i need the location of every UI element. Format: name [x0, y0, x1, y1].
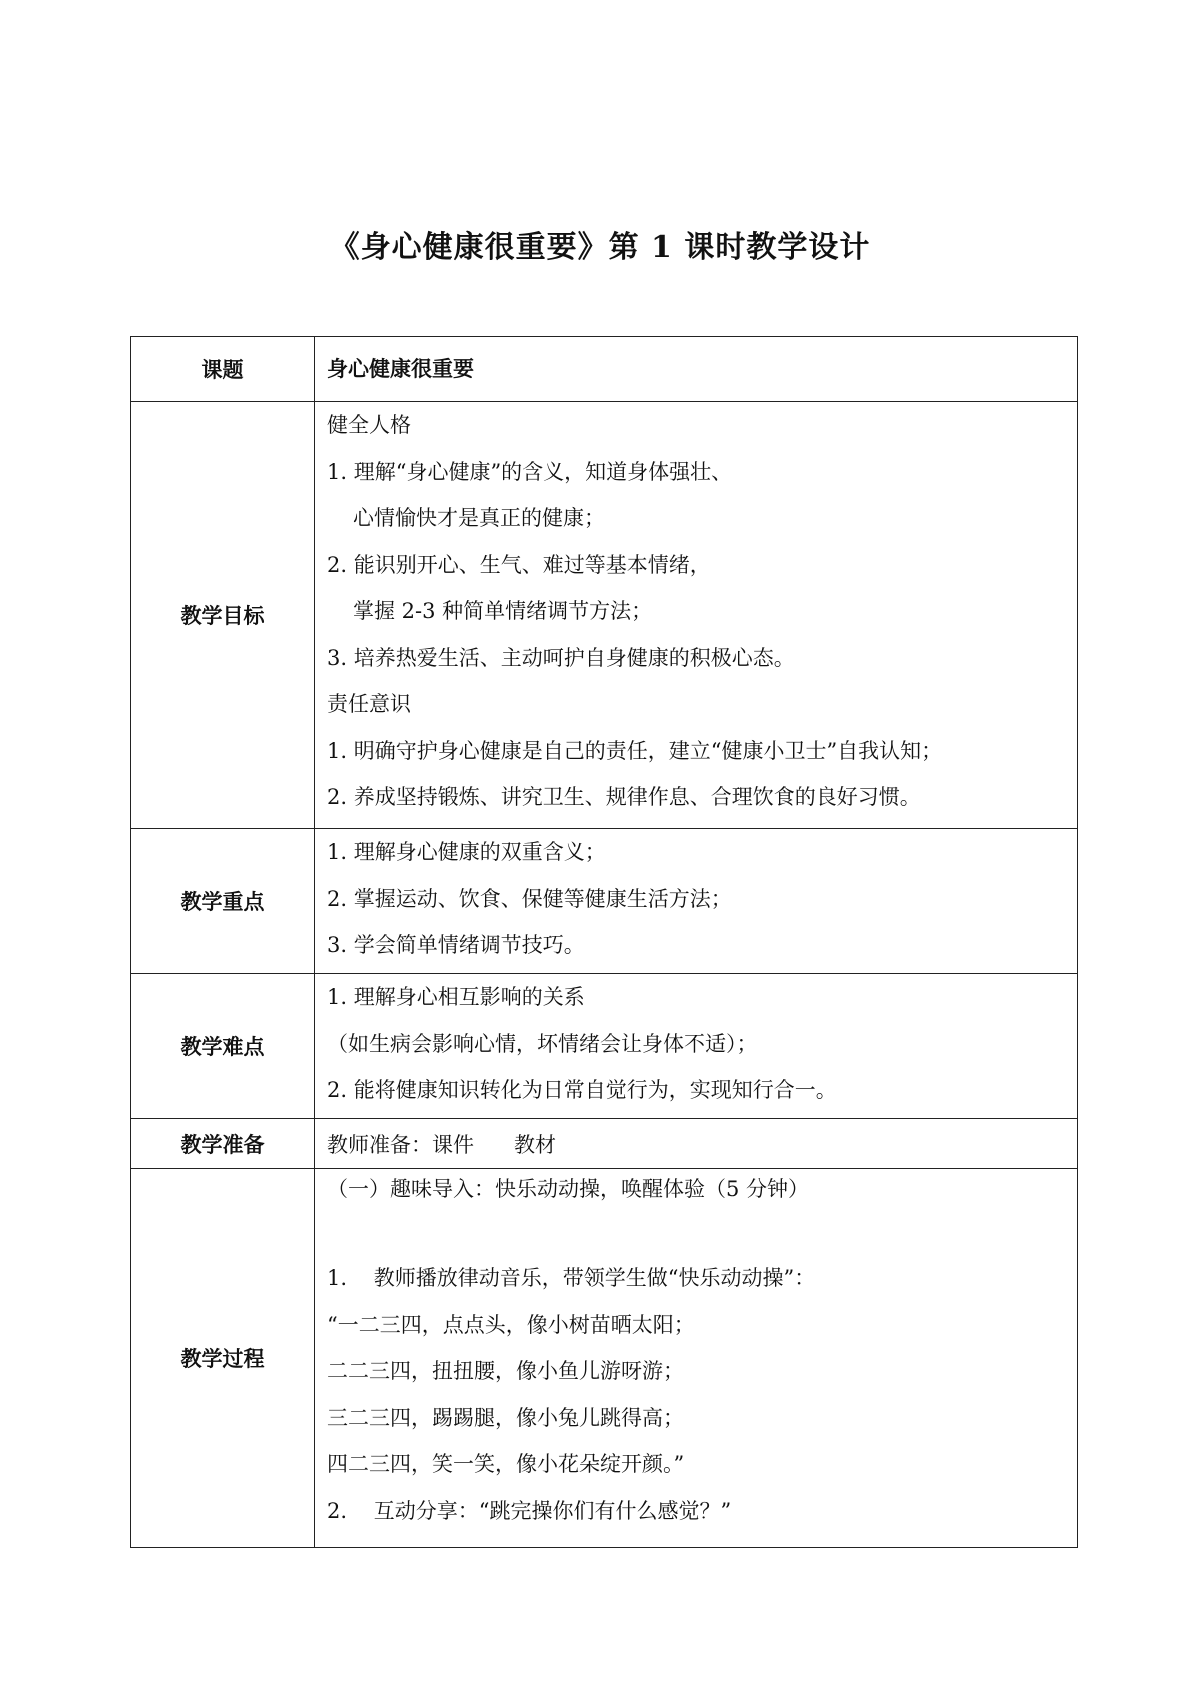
topic-value: 身心健康很重要 — [327, 357, 474, 381]
goals-line: 心情愉快才是真正的健康； — [353, 506, 605, 530]
process-label: 教学过程 — [131, 1169, 315, 1548]
row-goals — [131, 402, 1078, 829]
key-point-line: 2. 掌握运动、饮食、保健等健康生活方法； — [327, 886, 732, 911]
goals-line: 掌握 2-3 种简单情绪调节方法； — [353, 599, 653, 623]
process-line: 1. 教师播放律动音乐，带领学生做“快乐动动操”： — [327, 1266, 816, 1290]
goals-cell — [315, 402, 1078, 829]
row-key-points — [131, 829, 1078, 974]
preparation-label: 教学准备 — [131, 1119, 315, 1169]
goals-line: 3. 培养热爱生活、主动呵护自身健康的积极心态。 — [327, 645, 795, 670]
process-line: 二二三四，扭扭腰，像小鱼儿游呀游； — [327, 1359, 684, 1383]
difficulties-label: 教学难点 — [131, 974, 315, 1119]
key-points-label: 教学重点 — [131, 829, 315, 974]
difficulties-cell — [315, 974, 1078, 1119]
process-line: “一二三四，点点头，像小树苗晒太阳； — [327, 1312, 695, 1337]
row-process — [131, 1169, 1078, 1548]
process-line: 2. 互动分享：“跳完操你们有什么感觉？” — [327, 1498, 732, 1523]
goals-line: 2. 养成坚持锻炼、讲究卫生、规律作息、合理饮食的良好习惯。 — [327, 785, 921, 809]
topic-label: 课题 — [131, 337, 315, 402]
goals-line: 2. 能识别开心、生气、难过等基本情绪， — [327, 552, 711, 577]
preparation-cell — [315, 1119, 1078, 1169]
lesson-plan-table — [130, 336, 1078, 1548]
row-preparation — [131, 1119, 1078, 1169]
document-title: 《身心健康很重要》第 1 课时教学设计 — [329, 230, 871, 265]
goals-section-heading: 责任意识 — [327, 692, 411, 716]
difficulty-line: （如生病会影响心情，坏情绪会让身体不适）； — [327, 1031, 758, 1056]
process-heading: （一）趣味导入：快乐动动操，唤醒体验（5 分钟） — [327, 1177, 810, 1201]
process-cell — [315, 1169, 1078, 1548]
key-point-line: 1. 理解身心健康的双重含义； — [327, 840, 606, 864]
difficulty-line: 1. 理解身心相互影响的关系 — [327, 985, 585, 1009]
row-difficulties — [131, 974, 1078, 1119]
goals-line: 1. 明确守护身心健康是自己的责任，建立“健康小卫士”自我认知； — [327, 738, 943, 763]
row-topic — [131, 337, 1078, 402]
goals-line: 1. 理解“身心健康”的含义，知道身体强壮、 — [327, 459, 733, 484]
key-points-cell — [315, 829, 1078, 974]
difficulty-line: 2. 能将健康知识转化为日常自觉行为，实现知行合一。 — [327, 1078, 837, 1102]
process-spacer — [327, 1209, 1065, 1255]
preparation-value: 教师准备：课件 教材 — [327, 1132, 557, 1157]
topic-cell — [315, 337, 1078, 402]
key-point-line: 3. 学会简单情绪调节技巧。 — [327, 933, 585, 957]
goals-section-heading: 健全人格 — [327, 413, 411, 437]
process-line: 四二三四，笑一笑，像小花朵绽开颜。” — [327, 1452, 685, 1476]
goals-label: 教学目标 — [131, 402, 315, 829]
process-line: 三二三四，踢踢腿，像小兔儿跳得高； — [327, 1405, 684, 1430]
